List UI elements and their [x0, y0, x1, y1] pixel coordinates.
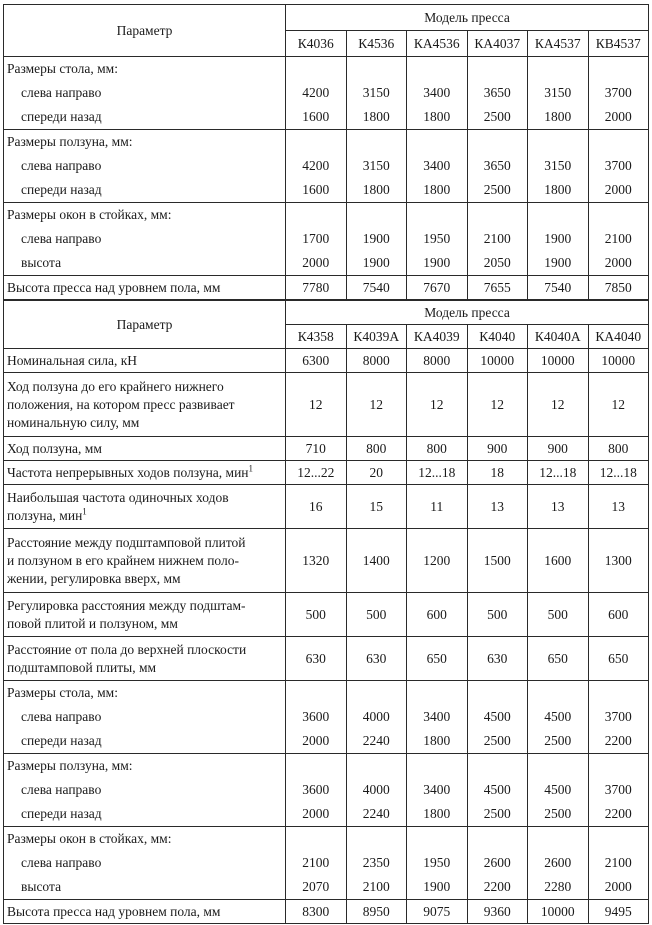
cell-value: 13 [528, 485, 589, 529]
row-label [4, 827, 286, 900]
cell-value: 1800 [423, 109, 451, 124]
cell-value: 1600 [302, 182, 330, 197]
cell-value: 4000 [362, 782, 390, 797]
cell-value: 10000 [528, 349, 589, 373]
table1-model: К4536 [346, 31, 407, 57]
cell-value: 7540 [528, 276, 589, 300]
cell-value: 630 [346, 637, 407, 681]
cell-value: 11 [407, 485, 468, 529]
table1-model: КВ4537 [588, 31, 649, 57]
press-table-1 [3, 4, 649, 300]
cell-value: 12...18 [588, 461, 649, 485]
cell-value: 710 [286, 437, 347, 461]
cell-value: 1500 [467, 529, 528, 593]
cell-value: 8300 [286, 900, 347, 924]
cell-value: 2500 [544, 733, 572, 748]
cell-value: 1800 [544, 109, 572, 124]
table-row [4, 827, 649, 900]
cell-value: 2000 [604, 879, 632, 894]
sub-label: спереди назад [21, 109, 102, 124]
sub-label: высота [21, 255, 62, 270]
row-label [4, 203, 286, 276]
cell-value: 7540 [346, 276, 407, 300]
cell-value: 3150 [362, 158, 390, 173]
cell-value: 12 [588, 373, 649, 437]
cell-value: 1800 [362, 182, 390, 197]
cell-value: 6300 [286, 349, 347, 373]
cell-value: 2100 [302, 855, 330, 870]
cell-value: 2200 [483, 879, 511, 894]
group-title: Размеры ползуна, мм: [7, 134, 133, 149]
group-title: Размеры окон в стойках, мм: [7, 831, 172, 846]
table-row [4, 130, 649, 203]
cell-value: 1800 [544, 182, 572, 197]
table-row [4, 637, 649, 681]
cell-value: 1900 [362, 255, 390, 270]
cell-value: 3400 [423, 158, 451, 173]
row-label [4, 681, 286, 754]
cell-value: 12 [467, 373, 528, 437]
cell-value: 500 [528, 593, 589, 637]
table-row [4, 373, 649, 437]
row-label [4, 637, 286, 681]
cell-value: 10000 [467, 349, 528, 373]
table-row [4, 203, 649, 276]
sub-label: высота [21, 879, 62, 894]
table-row [4, 593, 649, 637]
cell-value: 1900 [544, 255, 572, 270]
cell-value: 2500 [483, 806, 511, 821]
label-line: повой плитой и ползуном, мм [7, 615, 178, 631]
cell-value: 8000 [346, 349, 407, 373]
cell-value: 650 [588, 637, 649, 681]
sub-label: спереди назад [21, 182, 102, 197]
table2-model: КА4039 [407, 325, 468, 349]
cell-value: 13 [467, 485, 528, 529]
cell-value: 10000 [588, 349, 649, 373]
cell-value: 800 [407, 437, 468, 461]
cell-value: 500 [467, 593, 528, 637]
cell-value: 3650 [483, 85, 511, 100]
cell-value: 1800 [362, 109, 390, 124]
table2-model: КА4040 [588, 325, 649, 349]
cell-value: 2000 [302, 733, 330, 748]
cell-value: 16 [286, 485, 347, 529]
table-row [4, 437, 649, 461]
sub-label: слева направо [21, 158, 102, 173]
cell-value: 12...22 [286, 461, 347, 485]
cell-value: 12...18 [528, 461, 589, 485]
press-table-2 [3, 300, 649, 924]
cell-value: 3600 [302, 782, 330, 797]
cell-value: 2280 [544, 879, 572, 894]
table2-model: К4358 [286, 325, 347, 349]
sub-label: слева направо [21, 855, 102, 870]
cell-value: 3700 [604, 158, 632, 173]
cell-value: 3400 [423, 709, 451, 724]
cell-value: 7655 [467, 276, 528, 300]
sub-label: слева направо [21, 231, 102, 246]
sub-label: слева направо [21, 782, 102, 797]
table1-model: К4036 [286, 31, 347, 57]
cell-value: 650 [528, 637, 589, 681]
group-title: Размеры окон в стойках, мм: [7, 207, 172, 222]
table2-model: К4040 [467, 325, 528, 349]
cell-value: 7780 [286, 276, 347, 300]
cell-value: 1800 [423, 806, 451, 821]
table1-param-header: Параметр [4, 5, 286, 57]
cell-value: 12 [286, 373, 347, 437]
cell-value: 9075 [407, 900, 468, 924]
group-title: Размеры стола, мм: [7, 61, 118, 76]
cell-value: 2200 [604, 733, 632, 748]
cell-value: 1300 [588, 529, 649, 593]
cell-value: 1950 [423, 855, 451, 870]
row-label [4, 461, 286, 485]
label-line: Ход ползуна до его крайнего нижнего [7, 378, 224, 394]
cell-value: 1800 [423, 733, 451, 748]
cell-value: 2500 [483, 109, 511, 124]
row-label [4, 593, 286, 637]
cell-value: 500 [286, 593, 347, 637]
label-line: Расстояние между подштамповой плитой [7, 534, 246, 550]
row-label: Высота пресса над уровнем пола, мм [4, 900, 286, 924]
cell-value: 15 [346, 485, 407, 529]
cell-value: 2000 [604, 182, 632, 197]
group-title: Размеры ползуна, мм: [7, 758, 133, 773]
cell-value: 1700 [302, 231, 330, 246]
cell-value: 1900 [362, 231, 390, 246]
cell-value: 1200 [407, 529, 468, 593]
cell-value: 2350 [362, 855, 390, 870]
table-row [4, 754, 649, 827]
cell-value: 3650 [483, 158, 511, 173]
cell-value: 2500 [544, 806, 572, 821]
table1-group-header: Модель пресса [286, 5, 649, 31]
cell-value: 7850 [588, 276, 649, 300]
cell-value: 2100 [362, 879, 390, 894]
label-line: и ползуном в его крайнем нижнем поло- [7, 552, 239, 568]
cell-value: 3150 [544, 85, 572, 100]
cell-value: 600 [407, 593, 468, 637]
cell-value: 10000 [528, 900, 589, 924]
cell-value: 800 [346, 437, 407, 461]
cell-value: 2000 [604, 109, 632, 124]
row-label [4, 373, 286, 437]
cell-value: 3150 [544, 158, 572, 173]
cell-value: 2000 [302, 806, 330, 821]
cell-value: 9495 [588, 900, 649, 924]
sub-label: спереди назад [21, 806, 102, 821]
row-label [4, 754, 286, 827]
cell-value: 900 [528, 437, 589, 461]
cell-value: 2240 [362, 806, 390, 821]
table1-model: КА4536 [407, 31, 468, 57]
cell-value: 3700 [604, 782, 632, 797]
cell-value: 1950 [423, 231, 451, 246]
sub-label: слева направо [21, 709, 102, 724]
row-label: Номинальная сила, кН [4, 349, 286, 373]
cell-value: 2600 [544, 855, 572, 870]
table2-model: К4040А [528, 325, 589, 349]
cell-value: 4500 [483, 782, 511, 797]
cell-value: 2000 [604, 255, 632, 270]
cell-value: 3400 [423, 782, 451, 797]
row-label [4, 485, 286, 529]
cell-value: 9360 [467, 900, 528, 924]
cell-value: 8950 [346, 900, 407, 924]
cell-value: 650 [407, 637, 468, 681]
cell-value: 8000 [407, 349, 468, 373]
cell-value: 600 [588, 593, 649, 637]
cell-value: 2000 [302, 255, 330, 270]
cell-value: 12...18 [407, 461, 468, 485]
cell-value: 7670 [407, 276, 468, 300]
sub-label: спереди назад [21, 733, 102, 748]
cell-value: 20 [346, 461, 407, 485]
table1-model: КА4537 [528, 31, 589, 57]
cell-value: 630 [286, 637, 347, 681]
row-label: Высота пресса над уровнем пола, мм [4, 276, 286, 300]
row-label [4, 529, 286, 593]
table2-group-header: Модель пресса [286, 301, 649, 325]
label-line: Расстояние от пола до верхней плоскости [7, 641, 247, 657]
group-title: Размеры стола, мм: [7, 685, 118, 700]
table-row [4, 57, 649, 130]
table-row [4, 529, 649, 593]
table-row [4, 900, 649, 924]
cell-value: 3600 [302, 709, 330, 724]
cell-value: 3700 [604, 709, 632, 724]
cell-value: 2100 [604, 231, 632, 246]
cell-value: 2240 [362, 733, 390, 748]
cell-value: 2500 [483, 182, 511, 197]
cell-value: 12 [407, 373, 468, 437]
table2-param-header: Параметр [4, 301, 286, 349]
table2-model: К4039А [346, 325, 407, 349]
cell-value: 2100 [604, 855, 632, 870]
cell-value: 1600 [302, 109, 330, 124]
superscript: 1 [248, 463, 254, 473]
cell-value: 1900 [423, 255, 451, 270]
cell-value: 1900 [423, 879, 451, 894]
cell-value: 1400 [346, 529, 407, 593]
cell-value: 2070 [302, 879, 330, 894]
cell-value: 4500 [483, 709, 511, 724]
table-row [4, 461, 649, 485]
label-line: ползуна, мин [7, 507, 83, 523]
cell-value: 4000 [362, 709, 390, 724]
cell-value: 630 [467, 637, 528, 681]
cell-value: 13 [588, 485, 649, 529]
cell-value: 500 [346, 593, 407, 637]
table-row [4, 276, 649, 300]
cell-value: 4200 [302, 158, 330, 173]
sub-label: слева направо [21, 85, 102, 100]
cell-value: 2050 [483, 255, 511, 270]
cell-value: 800 [588, 437, 649, 461]
cell-value: 4200 [302, 85, 330, 100]
table-row [4, 349, 649, 373]
label-line: подштамповой плиты, мм [7, 659, 157, 675]
cell-value: 1600 [528, 529, 589, 593]
cell-value: 2200 [604, 806, 632, 821]
label-text: Частота непрерывных ходов ползуна, мин [7, 464, 249, 480]
label-line: жении, регулировка вверх, мм [7, 570, 181, 586]
cell-value: 4500 [544, 709, 572, 724]
table-row [4, 681, 649, 754]
cell-value: 18 [467, 461, 528, 485]
cell-value: 3150 [362, 85, 390, 100]
label-line: номинальную силу, мм [7, 414, 140, 430]
cell-value: 2500 [483, 733, 511, 748]
row-label: Ход ползуна, мм [4, 437, 286, 461]
cell-value: 2600 [483, 855, 511, 870]
label-line: положения, на котором пресс развивает [7, 396, 235, 412]
label-line: Наибольшая частота одиночных ходов [7, 489, 229, 505]
cell-value: 2100 [483, 231, 511, 246]
cell-value: 1900 [544, 231, 572, 246]
row-label [4, 130, 286, 203]
cell-value: 3400 [423, 85, 451, 100]
superscript: 1 [82, 506, 87, 516]
cell-value: 1800 [423, 182, 451, 197]
cell-value: 12 [528, 373, 589, 437]
table1-model: КА4037 [467, 31, 528, 57]
cell-value: 900 [467, 437, 528, 461]
cell-value: 1320 [286, 529, 347, 593]
label-line: Регулировка расстояния между подштам- [7, 597, 246, 613]
row-label [4, 57, 286, 130]
cell-value: 12 [346, 373, 407, 437]
cell-value: 4500 [544, 782, 572, 797]
table-row [4, 485, 649, 529]
cell-value: 3700 [604, 85, 632, 100]
